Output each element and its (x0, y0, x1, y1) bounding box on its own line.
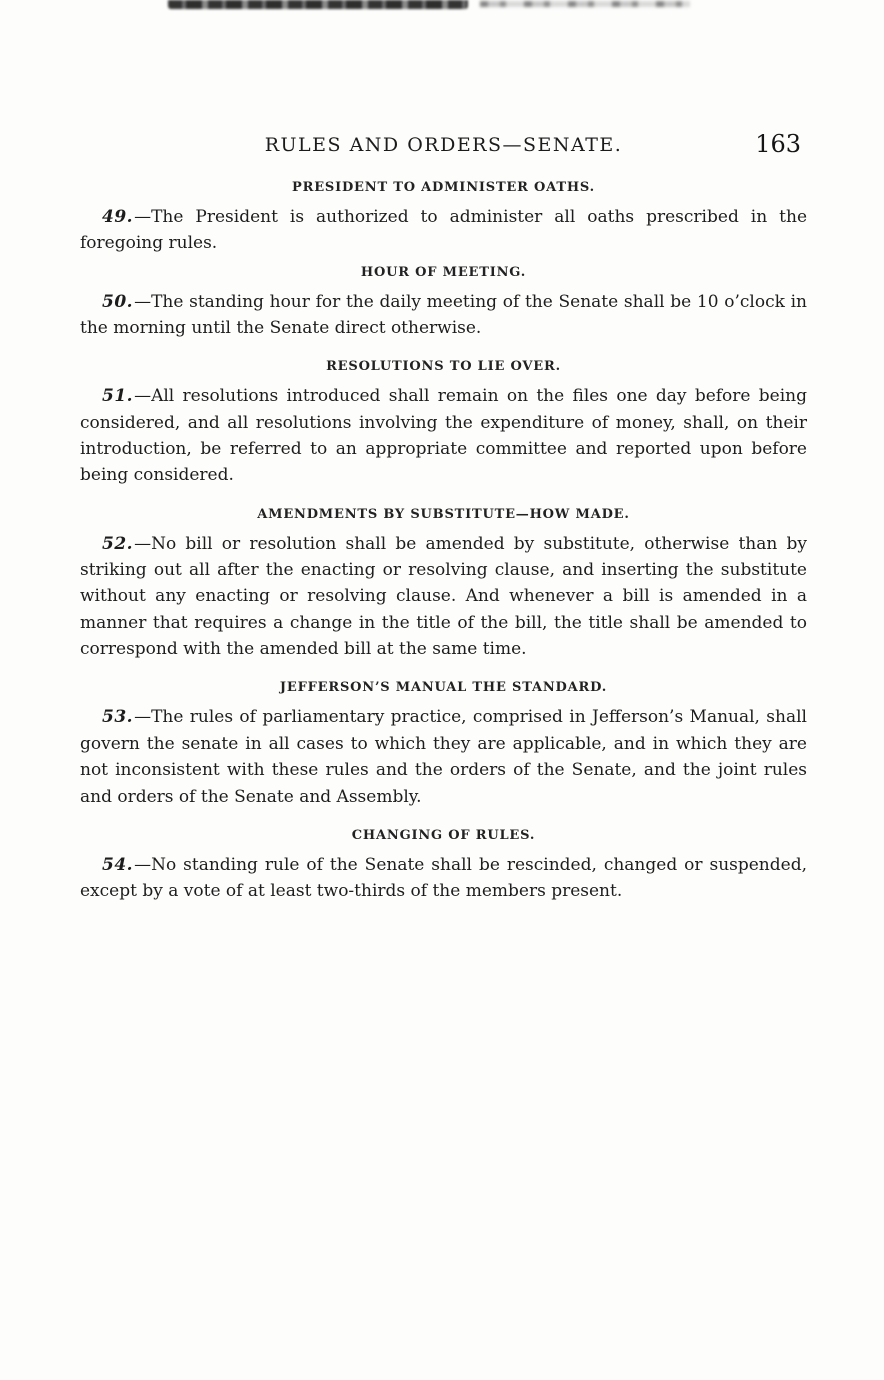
rule-section-50 (80, 265, 807, 342)
rule-number: 50. (102, 291, 134, 312)
rule-body: —The President is authorized to administer all oaths prescribed in the foregoing rules. (80, 207, 807, 254)
rule-paragraph (80, 289, 807, 342)
section-heading: AMENDMENTS BY SUBSTITUTE—HOW MADE. (257, 506, 630, 522)
rule-section-51 (80, 359, 807, 488)
rule-body: —The standing hour for the daily meeting of the Senate shall be 10 o’clock in the morning until the Senate direct otherwise. (80, 291, 807, 339)
rule-paragraph (80, 704, 807, 809)
section-heading: RESOLUTIONS TO LIE OVER. (326, 359, 561, 375)
section-heading: CHANGING OF RULES. (351, 827, 536, 843)
running-head (80, 130, 807, 164)
rule-body: —No standing rule of the Senate shall be rescinded, changed or suspended, except by a vote of at least two-thirds of the members present. (80, 854, 807, 902)
page-number: 163 (755, 130, 801, 158)
rule-section-53 (80, 680, 807, 809)
rule-paragraph (80, 852, 807, 905)
rule-paragraph (80, 204, 807, 257)
section-heading: PRESIDENT TO ADMINISTER OATHS. (292, 180, 595, 195)
rule-number: 54. (102, 854, 134, 875)
rule-section-52 (80, 507, 807, 663)
rule-number: 51. (102, 386, 134, 407)
section-heading: JEFFERSON’S MANUAL THE STANDARD. (279, 680, 608, 696)
rule-paragraph (80, 383, 807, 488)
rule-section-54 (80, 828, 807, 905)
rule-paragraph (80, 531, 807, 663)
section-heading: HOUR OF MEETING. (360, 264, 527, 280)
rule-body: —All resolutions introduced shall remain on the files one day before being considered, and all resolutions involving the expenditure of money, shall, on their introduction, be referred to an appropriate committee and reported upon before being considered. (80, 386, 807, 486)
rule-number: 53. (102, 707, 134, 728)
rule-number: 52. (102, 533, 134, 554)
page-title: RULES AND ORDERS—SENATE. (264, 134, 623, 156)
rule-section-49 (80, 180, 807, 257)
rule-body: —The rules of parliamentary practice, comprised in Jefferson’s Manual, shall govern the senate in all cases to which they are applicable, and in which they are not inconsistent with these rules and the orders of the Senate, and the joint rules and orders of the Senate and Assembly. (80, 707, 807, 807)
rule-body: —No bill or resolution shall be amended by substitute, otherwise than by striking out all after the enacting or resolving clause, and inserting the substitute without any enacting or resolving clause. And whenever a bill is amended in a manner that requires a change in the title of the bill, the title shall be amended to correspond with the amended bill at the same time. (80, 533, 807, 660)
rule-number: 49. (102, 207, 134, 227)
